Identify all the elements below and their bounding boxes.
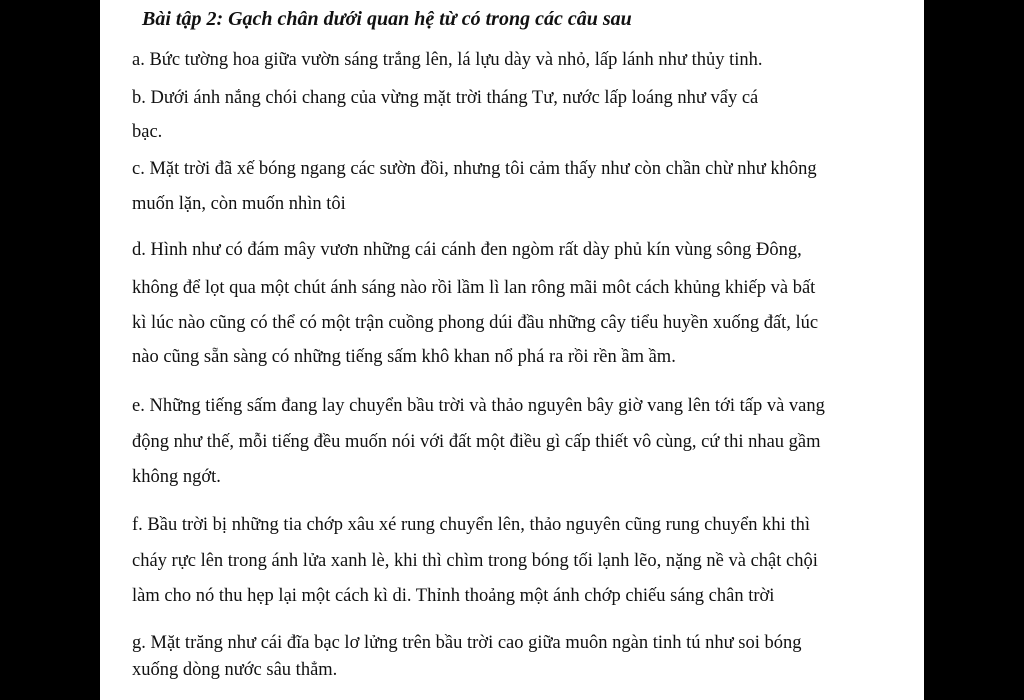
- paragraph-e-line-3: không ngớt.: [132, 467, 221, 487]
- paragraph-e-line-1: e. Những tiếng sấm đang lay chuyển bầu trời và thảo nguyên bây giờ vang lên tới tấp và vang: [132, 396, 825, 416]
- exercise-title: Bài tập 2: Gạch chân dưới quan hệ từ có trong các câu sau: [142, 8, 632, 30]
- paragraph-g-line-2: xuống dòng nước sâu thẳm.: [132, 660, 338, 680]
- paragraph-c-line-2: muốn lặn, còn muốn nhìn tôi: [132, 194, 346, 214]
- paragraph-e-line-2: động như thế, mỗi tiếng đều muốn nói với đất một điều gì cấp thiết vô cùng, cứ thi nhau gầm: [132, 432, 821, 452]
- paragraph-b-line-1: b. Dưới ánh nắng chói chang của vừng mặt trời tháng Tư, nước lấp loáng như vẩy cá: [132, 88, 759, 108]
- paragraph-d-line-2: không để lọt qua một chút ánh sáng nào rồi lầm lì lan rông mãi môt cách khủng khiếp và bất: [132, 278, 816, 298]
- paragraph-d-line-4: nào cũng sẵn sàng có những tiếng sấm khô khan nổ phá ra rồi rền ầm ầm.: [132, 347, 676, 367]
- document-page: [100, 0, 924, 700]
- paragraph-b-line-2: bạc.: [132, 122, 163, 142]
- paragraph-a-line-1: a. Bức tường hoa giữa vườn sáng trắng lên, lá lựu dày và nhỏ, lấp lánh như thủy tinh.: [132, 50, 763, 70]
- paragraph-d-line-1: d. Hình như có đám mây vươn những cái cánh đen ngòm rất dày phủ kín vùng sông Đông,: [132, 240, 802, 260]
- paragraph-c-line-1: c. Mặt trời đã xế bóng ngang các sườn đồi, nhưng tôi cảm thấy như còn chần chừ như không: [132, 159, 817, 179]
- paragraph-f-line-1: f. Bầu trời bị những tia chớp xâu xé rung chuyển lên, thảo nguyên cũng rung chuyển khi thì: [132, 515, 810, 535]
- paragraph-f-line-2: cháy rực lên trong ánh lửa xanh lè, khi thì chìm trong bóng tối lạnh lẽo, nặng nề và chật chội: [132, 551, 818, 571]
- paragraph-f-line-3: làm cho nó thu hẹp lại một cách kì di. Thỉnh thoảng một ánh chớp chiếu sáng chân trời: [132, 586, 775, 606]
- paragraph-d-line-3: kì lúc nào cũng có thể có một trận cuồng phong dúi đầu những cây tiểu huyền xuống đất, lúc: [132, 313, 819, 333]
- paragraph-g-line-1: g. Mặt trăng như cái đĩa bạc lơ lửng trên bầu trời cao giữa muôn ngàn tinh tú như soi bóng: [132, 633, 802, 653]
